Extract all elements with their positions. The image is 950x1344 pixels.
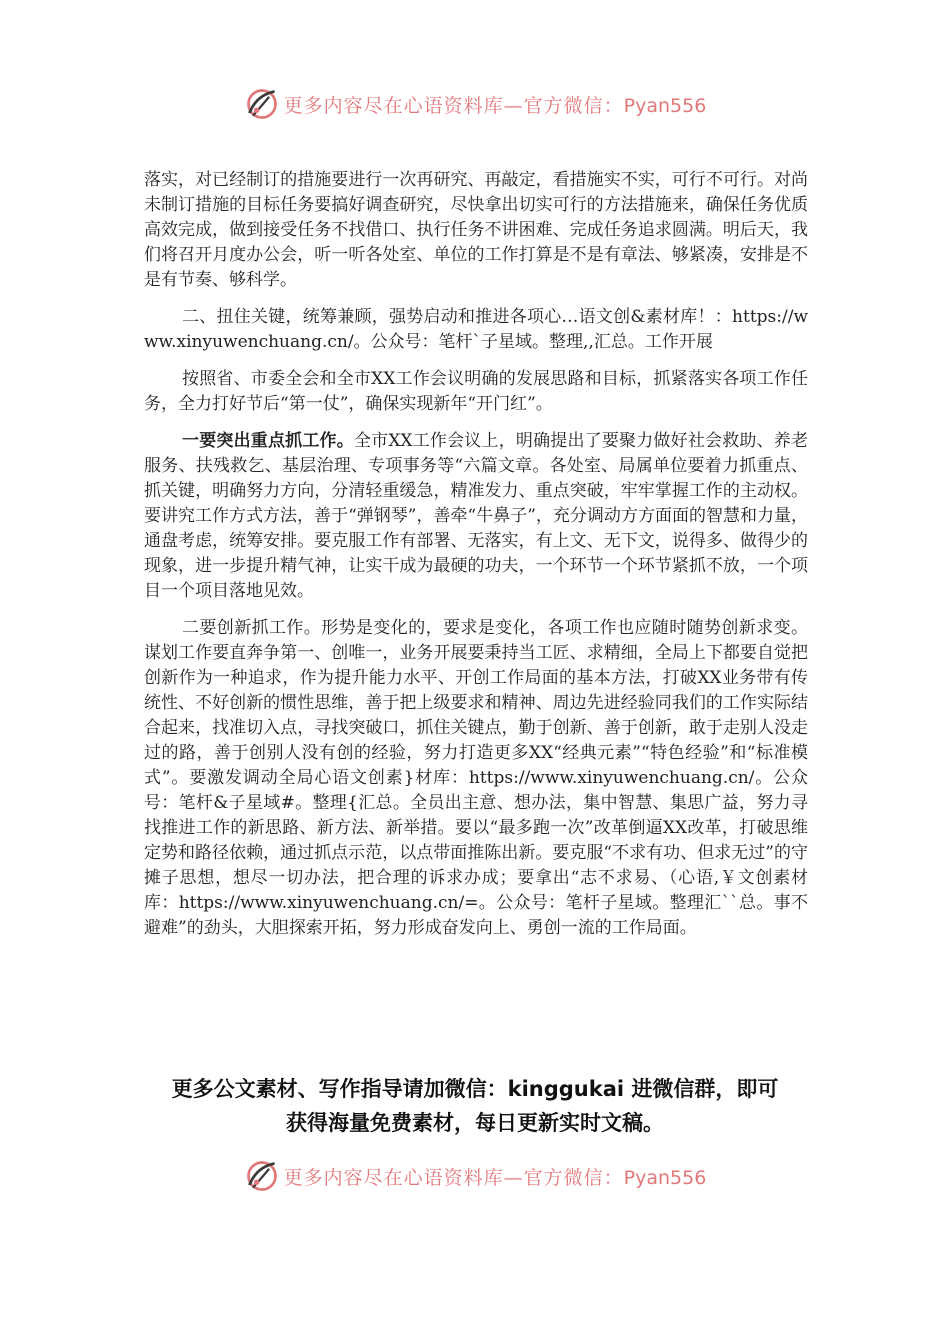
watermark-text [284,91,707,118]
paragraph-1-text: 落实，对已经制订的措施要进行一次再研究、再敲定，看措施实不实，可行不可行。对尚未制订措施的目标任务要搞好调查研究，尽快拿出切实可行的方法措施来，确保任务优质高效完成，做到接受任务不找借口、执行任务不讲困难、完成任务追求圆满。明后天，我们将召开月度办公会，听一听各处室、单位的工作打算是不是有章法、够紧凑，安排是不是有节奏、够科学。 [144,170,808,290]
header-watermark [0,84,950,124]
paragraph-4 [144,429,808,604]
paragraph-1 [144,168,808,293]
watermark-handle: Pyan556 [623,1166,707,1189]
footer-line-2: 获得海量免费素材，每日更新实时文稿。 [286,1111,664,1135]
document-body [144,168,808,953]
watermark-handle: Pyan556 [623,94,707,117]
logo-icon [244,1158,280,1194]
watermark-label: 更多内容尽在心语资料库—官方微信： [283,1166,624,1189]
footer-note [120,1072,830,1140]
paragraph-3 [144,367,808,417]
logo-icon [244,86,280,122]
paragraph-4-text: 全市XX工作会议上，明确提出了要聚力做好社会救助、养老服务、扶残救乞、基层治理、专项事务等“六篇文章。各处室、局属单位要着力抓重点、抓关键，明确努力方向，分清轻重缓急，精准发力、重点突破，牢牢掌握工作的主动权。要讲究工作方式方法，善于“弹钢琴”，善牵“牛鼻子”，充分调动方方面面的智慧和力量，通盘考虑，统筹安排。要克服工作有部署、无落实，有上文、无下文，说得多、做得少的现象，进一步提升精气神，让实干成为最硬的功夫，一个环节一个环节紧抓不放，一个项目一个项目落地见效。 [144,431,808,601]
footer-watermark [0,1156,950,1196]
paragraph-4-lead: 一要突出重点抓工作。 [182,431,354,451]
paragraph-2 [144,305,808,355]
watermark-text [284,1163,707,1190]
footer-line-1: 更多公文素材、写作指导请加微信：kinggukai 进微信群，即可 [171,1077,779,1101]
paragraph-2-text: 二、扭住关键，统筹兼顾，强势启动和推进各项心…语文创&素材库！：https://www.xinyuwenchuang.cn/。公众号：笔杆`子星域。整理,,汇总。工作开展 [144,307,808,352]
paragraph-5-text: 二要创新抓工作。形势是变化的，要求是变化，各项工作也应随时随势创新求变。谋划工作要直奔争第一、创唯一，业务开展要秉持当工匠、求精细，全局上下都要自觉把创新作为一种追求，作为提升能力水平、开创工作局面的基本方法，打破XX业务带有传统性、不好创新的惯性思维，善于把上级要求和精神、周边先进经验同我们的工作实际结合起来，找准切入点，寻找突破口，抓住关键点，勤于创新、善于创新，敢于走别人没走过的路，善于创别人没有创的经验，努力打造更多XX“经典元素”“特色经验”和“标准模式”。要激发调动全局心语文创素}材库：https://www.xinyuwenchuang.cn/。公众号：笔杆&子星域#。整理{汇总。全员出主意、想办法，集中智慧、集思广益，努力寻找推进工作的新思路、新方法、新举措。要以“最多跑一次”改革倒逼XX改革，打破思维定势和路径依赖，通过抓点示范，以点带面推陈出新。要克服“不求有功、但求无过”的守摊子思想，想尽一切办法，把合理的诉求办成；要拿出“志不求易、（心语,￥文创素材库：https://www.xinyuwenchuang.cn/=。公众号：笔杆子星域。整理汇``总。事不避难”的劲头，大胆探索开拓，努力形成奋发向上、勇创一流的工作局面。 [144,618,808,938]
paragraph-3-text: 按照省、市委全会和全市XX工作会议明确的发展思路和目标，抓紧落实各项工作任务，全力打好节后“第一仗”，确保实现新年“开门红”。 [144,369,808,414]
paragraph-5 [144,616,808,941]
watermark-label: 更多内容尽在心语资料库—官方微信： [283,94,624,117]
